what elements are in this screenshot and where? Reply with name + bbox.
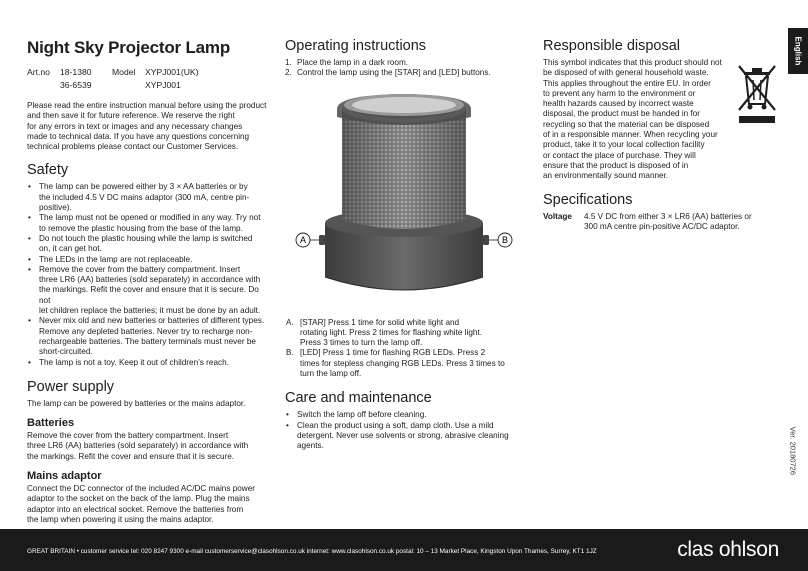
language-label: English (793, 36, 803, 66)
care-list (285, 410, 523, 451)
weee-bin-icon (736, 60, 778, 126)
column-middle (285, 38, 523, 452)
spec-label: Voltage (543, 211, 572, 221)
specs-heading: Specifications (543, 191, 633, 208)
model-label: Model (112, 67, 136, 77)
brand-logo: clas ohlson (677, 538, 779, 561)
version-label: Ver. 20180726 (788, 426, 797, 475)
language-tab (788, 28, 808, 74)
article-info (27, 66, 267, 92)
care-heading: Care and maintenance (285, 390, 432, 407)
batteries-heading: Batteries (27, 417, 75, 430)
model-value: XYPJ001(UK) (145, 67, 199, 77)
label-b: B (501, 234, 509, 245)
list-item: • Do not touch the plastic housing while the lamp is switched on, it can get hot. (27, 234, 267, 255)
mains-text: Connect the DC connector of the included AC/DC mains power adaptor to the socket on the back of the lamp. Plug the mains adaptor into an electrical socket. Remove the batteries from the lamp when powering it using the mains adaptor. (27, 484, 256, 524)
artno-label: Art.no (27, 67, 50, 77)
list-item: 2. Control the lamp using the [STAR] and [LED] buttons. (285, 68, 491, 78)
column-right (543, 38, 763, 232)
intro-text: Please read the entire instruction manual before using the product and then save it for future reference. We reserve the right for any errors in text or images and any necessary changes made to technical data. If you have any questions concerning technical problems please contact our Customer Services. (27, 101, 267, 152)
button-descriptions (286, 318, 523, 380)
list-item: • Never mix old and new batteries or batteries of different types. Remove any depleted batteries. Never try to recharge non- rechargeable batteries. The battery terminals must never be short-circuited. (27, 316, 267, 357)
list-item: • The lamp is not a toy. Keep it out of children’s reach. (27, 358, 267, 368)
footer-bar (0, 529, 808, 571)
article-row (27, 79, 267, 92)
power-text: The lamp can be powered by batteries or the mains adaptor. (27, 398, 246, 408)
list-item: • Clean the product using a soft, damp cloth. Use a mild detergent. Never use solvents or strong, abrasive cleaning agents. (285, 421, 523, 452)
column-left (27, 38, 267, 525)
spec-value: 4.5 V DC from either 3 × LR6 (AA) batteries or 300 mA centre pin-positive AC/DC adaptor. (584, 211, 752, 231)
disposal-text: This symbol indicates that this product should not be disposed of with general household waste. This applies throughout the entire EU. In order to prevent any harm to the environment or health hazards caused by incorrect waste disposal, the product must be handed in for recycling so that the material can be disposed of in a responsible manner. When recycling your product, take it to your local collection facility or contact the place of purchase. They will ensure that the product is disposed of in an environmentally sound manner. (543, 58, 722, 181)
list-item: A. [STAR] Press 1 time for solid white light and rotating light. Press 2 times for flashing white light. Press 3 times to turn the lamp off. (286, 317, 483, 348)
page-title: Night Sky Projector Lamp (27, 38, 231, 57)
artno-value: 36-6539 (60, 80, 92, 90)
safety-list (27, 182, 267, 367)
list-item: • Switch the lamp off before cleaning. (285, 410, 523, 420)
list-item: • The lamp can be powered either by 3 × AA batteries or by the included 4.5 V DC mains adaptor (300 mA, centre pin- positive). (27, 182, 267, 213)
list-item: • Remove the cover from the battery compartment. Insert three LR6 (AA) batteries (sold separately) in accordance with the markings. Refit the cover and ensure that it is secure. Do not let children replace the batteries; it must be done by an adult. (27, 265, 267, 316)
safety-heading: Safety (27, 162, 69, 179)
lamp-illustration (285, 81, 523, 317)
list-item: 1. Place the lamp in a dark room. (285, 58, 409, 67)
list-item: B. [LED] Press 1 time for flashing RGB LEDs. Press 2 times for stepless changing RGB LEDs. Press 3 times to turn the lamp off. (286, 348, 505, 379)
batteries-text: Remove the cover from the battery compartment. Insert three LR6 (AA) batteries (sold separately) in accordance with the markings. Refit the cover and ensure that it is secure. (27, 431, 249, 461)
operating-steps (285, 58, 523, 79)
disposal-heading: Responsible disposal (543, 38, 681, 54)
artno-value: 18-1380 (60, 67, 92, 77)
operating-heading: Operating instructions (285, 38, 427, 54)
label-a: A (299, 234, 307, 245)
power-heading: Power supply (27, 378, 115, 395)
spec-row-voltage (543, 212, 763, 233)
list-item: • The lamp must not be opened or modified in any way. Try not to remove the plastic housing from the base of the lamp. (27, 213, 267, 234)
list-item: • The LEDs in the lamp are not replaceable. (27, 255, 267, 265)
mains-heading: Mains adaptor (27, 470, 102, 483)
footer-contact: GREAT BRITAIN • customer service tel: 020 8247 9300 e-mail customerservice@clasohlson.co.uk internet: www.clasohlson.co.uk postal: 10 – 13 Market Place, Kingston Upon Thames, Surrey, KT1 1JZ (27, 548, 597, 555)
article-row (27, 66, 267, 79)
model-value: XYPJ001 (145, 80, 181, 90)
